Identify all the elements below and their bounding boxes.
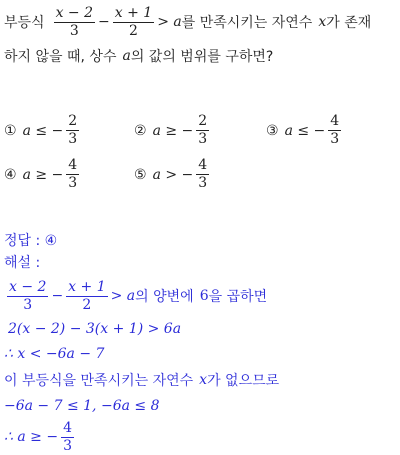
step1-fraction-1: [7, 279, 48, 314]
explanation-step-5: [4, 395, 159, 417]
explanation-text: 해설 :: [4, 255, 41, 271]
step1-minus: −: [51, 288, 64, 304]
option-1[interactable]: [4, 113, 82, 148]
step4-suffix: 가 없으므로: [207, 373, 280, 389]
explanation-step-1: [4, 276, 267, 316]
option-lhs: a ≥ −: [22, 166, 64, 183]
step1-text: 의 양변에: [135, 289, 194, 305]
option-denominator: 3: [330, 131, 340, 147]
option-denominator: 3: [68, 175, 78, 191]
option-fraction: [328, 113, 341, 148]
question-middle: 를 만족시키는 자연수: [181, 15, 313, 31]
step1-denominator-1: 3: [23, 296, 33, 313]
option-fraction: [66, 157, 79, 192]
option-numerator: 2: [68, 113, 78, 129]
step2-text: 2(x − 2) − 3(x + 1) > 6a: [8, 321, 182, 337]
option-fraction: [196, 113, 209, 148]
step1-gt-a: > a: [110, 288, 136, 304]
option-lhs: a ≥ −: [152, 122, 194, 139]
option-denominator: 3: [198, 131, 208, 147]
option-mark: ③: [266, 122, 279, 139]
option-denominator: 3: [198, 175, 208, 191]
step1-six: 6: [199, 288, 209, 304]
variable-x: x: [318, 14, 327, 30]
fraction-1: [54, 5, 95, 40]
question-line2-suffix: 의 값의 범위를 구하면?: [130, 49, 274, 65]
question-prefix: 부등식: [4, 15, 45, 31]
option-fraction: [196, 157, 209, 192]
question-line1-end: 가 존재: [326, 15, 372, 31]
answer-label: [4, 230, 57, 250]
fraction-1-numerator: x − 2: [55, 4, 94, 21]
step3-text: ∴ x < −6a − 7: [4, 346, 105, 362]
explanation-step-2: [8, 318, 181, 340]
option-mark: ⑤: [134, 166, 147, 183]
option-numerator: 4: [330, 113, 340, 129]
option-mark: ①: [4, 122, 17, 139]
option-fraction: [66, 113, 79, 148]
variable-a: a: [122, 48, 131, 64]
fraction-2: [113, 5, 154, 40]
explanation-step-6: [4, 419, 77, 455]
step1-fraction-2: [66, 279, 107, 314]
step6-denominator: 3: [63, 437, 72, 454]
option-numerator: 4: [68, 157, 78, 173]
step5-text: −6a − 7 ≤ 1, −6a ≤ 8: [4, 398, 160, 414]
option-lhs: a ≤ −: [284, 122, 326, 139]
answer-text: 정답 : ④: [4, 233, 58, 249]
fraction-2-denominator: 2: [129, 22, 138, 39]
option-numerator: 2: [198, 113, 208, 129]
option-5[interactable]: [134, 157, 212, 192]
fraction-2-numerator: x + 1: [114, 4, 153, 21]
question-line-1: [4, 2, 371, 42]
fraction-1-denominator: 3: [69, 22, 79, 39]
option-mark: ②: [134, 122, 147, 139]
step6-lhs: ∴ a ≥ −: [4, 429, 59, 445]
gt-a: > a: [157, 14, 182, 30]
question-line2-prefix: 하지 않을 때, 상수: [4, 49, 117, 65]
option-denominator: 3: [68, 131, 78, 147]
option-2[interactable]: [134, 113, 212, 148]
step1-denominator-2: 2: [82, 296, 92, 313]
step6-numerator: 4: [63, 419, 72, 436]
option-lhs: a ≤ −: [22, 122, 64, 139]
explanation-step-4: [4, 369, 279, 391]
step1-numerator-1: x − 2: [9, 278, 47, 295]
step4-variable-x: x: [199, 372, 208, 388]
option-lhs: a > −: [152, 166, 194, 183]
option-4[interactable]: [4, 157, 82, 192]
step1-end: 을 곱하면: [208, 289, 268, 305]
minus-sign: −: [98, 14, 110, 30]
option-3[interactable]: [266, 113, 344, 148]
option-numerator: 4: [198, 157, 208, 173]
explanation-step-3: [4, 343, 104, 365]
step6-fraction: [61, 420, 74, 455]
step1-numerator-2: x + 1: [68, 278, 106, 295]
option-mark: ④: [4, 166, 17, 183]
step4-prefix: 이 부등식을 만족시키는 자연수: [4, 373, 194, 389]
explanation-label: [4, 252, 40, 272]
question-line-2: [4, 45, 273, 67]
